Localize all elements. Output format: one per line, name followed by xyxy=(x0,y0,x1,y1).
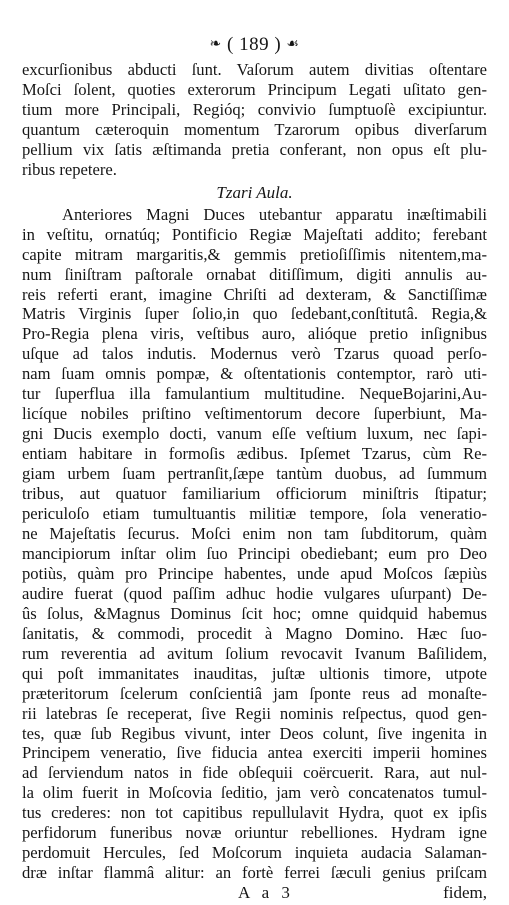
paragraph-tzari-aula xyxy=(22,205,487,883)
text-line: Anteriores Magni Duces utebantur apparatu inæſtimabili xyxy=(62,204,487,224)
signature-mark: A a 3 xyxy=(238,883,294,903)
text-line: præteritorum ſcelerum conſcientiâ jam ſponte reus ad monaſte- xyxy=(22,683,487,703)
text-line: tur ſuperflua illa famulantium multitudine. NequeBojarini,Au- xyxy=(22,384,487,404)
text-line: reis referti erant, imagine Chriſti ad dexteram, & Sanctiſſimæ xyxy=(22,284,487,304)
text-line: tribus, aut quatuor familiarium officiorum miniſtris ſtipatur; xyxy=(22,484,487,504)
right-fleuron-icon: ☙ xyxy=(286,37,300,52)
page-header xyxy=(22,34,487,56)
text-line: Matris Virginis ſuper ſolio,in quo ſedebant,conſtitutâ. Regia,& xyxy=(22,304,487,324)
text-line: dræ inſtar flammâ alitur: an fortè ferrei ſæculi genius priſcam xyxy=(22,863,487,883)
text-line: tium more Principali, Regióq; convivio ſumptuoſè excipiuntur. xyxy=(22,99,487,119)
text-line: ûs ſolus, &Magnus Dominus ſcit hoc; omne quidquid habemus xyxy=(22,603,487,623)
text-line: perfidorum funeribus novæ oriuntur rebelliones. Hydram igne xyxy=(22,823,487,843)
text-line: gni Ducis exemplo docti, vanum eſſe veſtium luxum, nec ſapi- xyxy=(22,424,487,444)
text-line: tes, quæ ſub Regibus vivunt, inter Deos colunt, ſive ingenita in xyxy=(22,723,487,743)
paragraph-continued xyxy=(22,60,487,180)
text-line: uſque ad talos indutis. Modernus verò Tzarus quoad perſo- xyxy=(22,344,487,364)
text-line: ſanitatis, & commodi, procedit à Magno Domino. Hæc ſuo- xyxy=(22,623,487,643)
text-line: giam urbem ſuam pertranſit,ſæpe tantùm duobus, ad ſummum xyxy=(22,464,487,484)
text-line: pellium vix ſatis æſtimanda pretia conferant, non opus eſt plu- xyxy=(22,139,487,159)
text-line: ribus repetere. xyxy=(22,159,117,179)
text-line: Principem veneratio, ſive fiducia antea exerciti imperii homines xyxy=(22,743,487,763)
page-number: ( 189 ) xyxy=(227,34,282,55)
text-line: audire fuerat (quod paſſim adhuc hodie vulgares uſurpant) De- xyxy=(22,583,487,603)
text-line: entiam habitare in formoſis ædibus. Ipſemet Tzarus, cùm Re- xyxy=(22,444,487,464)
text-line: rii latebras ſe receperat, ſive Regii nominis reſpectus, quod gen- xyxy=(22,703,487,723)
text-line: nam ſuam omnis pompæ, & oſtentationis contemptor, rarò uti- xyxy=(22,364,487,384)
text-line: periculoſo etiam tumultuantis militiæ tempore, ſola veneratio- xyxy=(22,504,487,524)
text-line: excurſionibus abducti ſunt. Vaſorum autem divitias oſtentare xyxy=(22,60,487,79)
text-line: Moſci ſolent, quoties exterorum Principum Legati uſitato gen- xyxy=(22,79,487,99)
catchword: fidem, xyxy=(443,883,487,903)
text-line: ad ſerviendum natos in fide obſequii coërcuerit. Rara, aut nul- xyxy=(22,763,487,783)
text-line: tus crederes: non tot capitibus repullulavit Hydra, quot ex ipſis xyxy=(22,803,487,823)
text-line: mancipiorum inſtar olim ſuo Principi obediebant; eum pro Deo xyxy=(22,543,487,563)
text-line: la olim fuerit in Moſcovia ſeditio, jam verò concatenatos tumul- xyxy=(22,783,487,803)
left-fleuron-icon: ❧ xyxy=(209,37,222,52)
text-line: qui poſt immanitates inauditas, juſtæ ultionis timore, utpote xyxy=(22,663,487,683)
text-line: in veſtitu, ornatúq; Pontificio Regiæ Majeſtati addito; ferebant xyxy=(22,224,487,244)
text-line: quantum cæteroquin momentum Tzarorum opibus diverſarum xyxy=(22,119,487,139)
section-heading: Tzari Aula. xyxy=(216,182,293,202)
text-line: capite mitram margaritis,& gemmis pretioſiſſimis nitentem,ma- xyxy=(22,244,487,264)
text-line: rum reverentia ad avitum ſolium revocavit Ivanum Baſilidem, xyxy=(22,643,487,663)
page-footer xyxy=(22,883,487,905)
text-line: perdomuit Hercules, ſed Moſcorum inquieta audacia Salaman- xyxy=(22,843,487,863)
text-line: licíque nobiles priſtino veſtimentorum decore ſuperbiunt, Ma- xyxy=(22,404,487,424)
text-line: ne Majeſtatis ſecurus. Moſci enim non tam ſubditorum, quàm xyxy=(22,523,487,543)
text-line: num ſiniſtram paſtorale ornabat ditiſſimum, digiti annulis au- xyxy=(22,264,487,284)
text-line: potiùs, quàm pro Principe habentes, unde apud Moſcos ſæpiùs xyxy=(22,563,487,583)
text-line: Pro-Regia plena viris, veſtibus auro, alióque pretio inſignibus xyxy=(22,324,487,344)
